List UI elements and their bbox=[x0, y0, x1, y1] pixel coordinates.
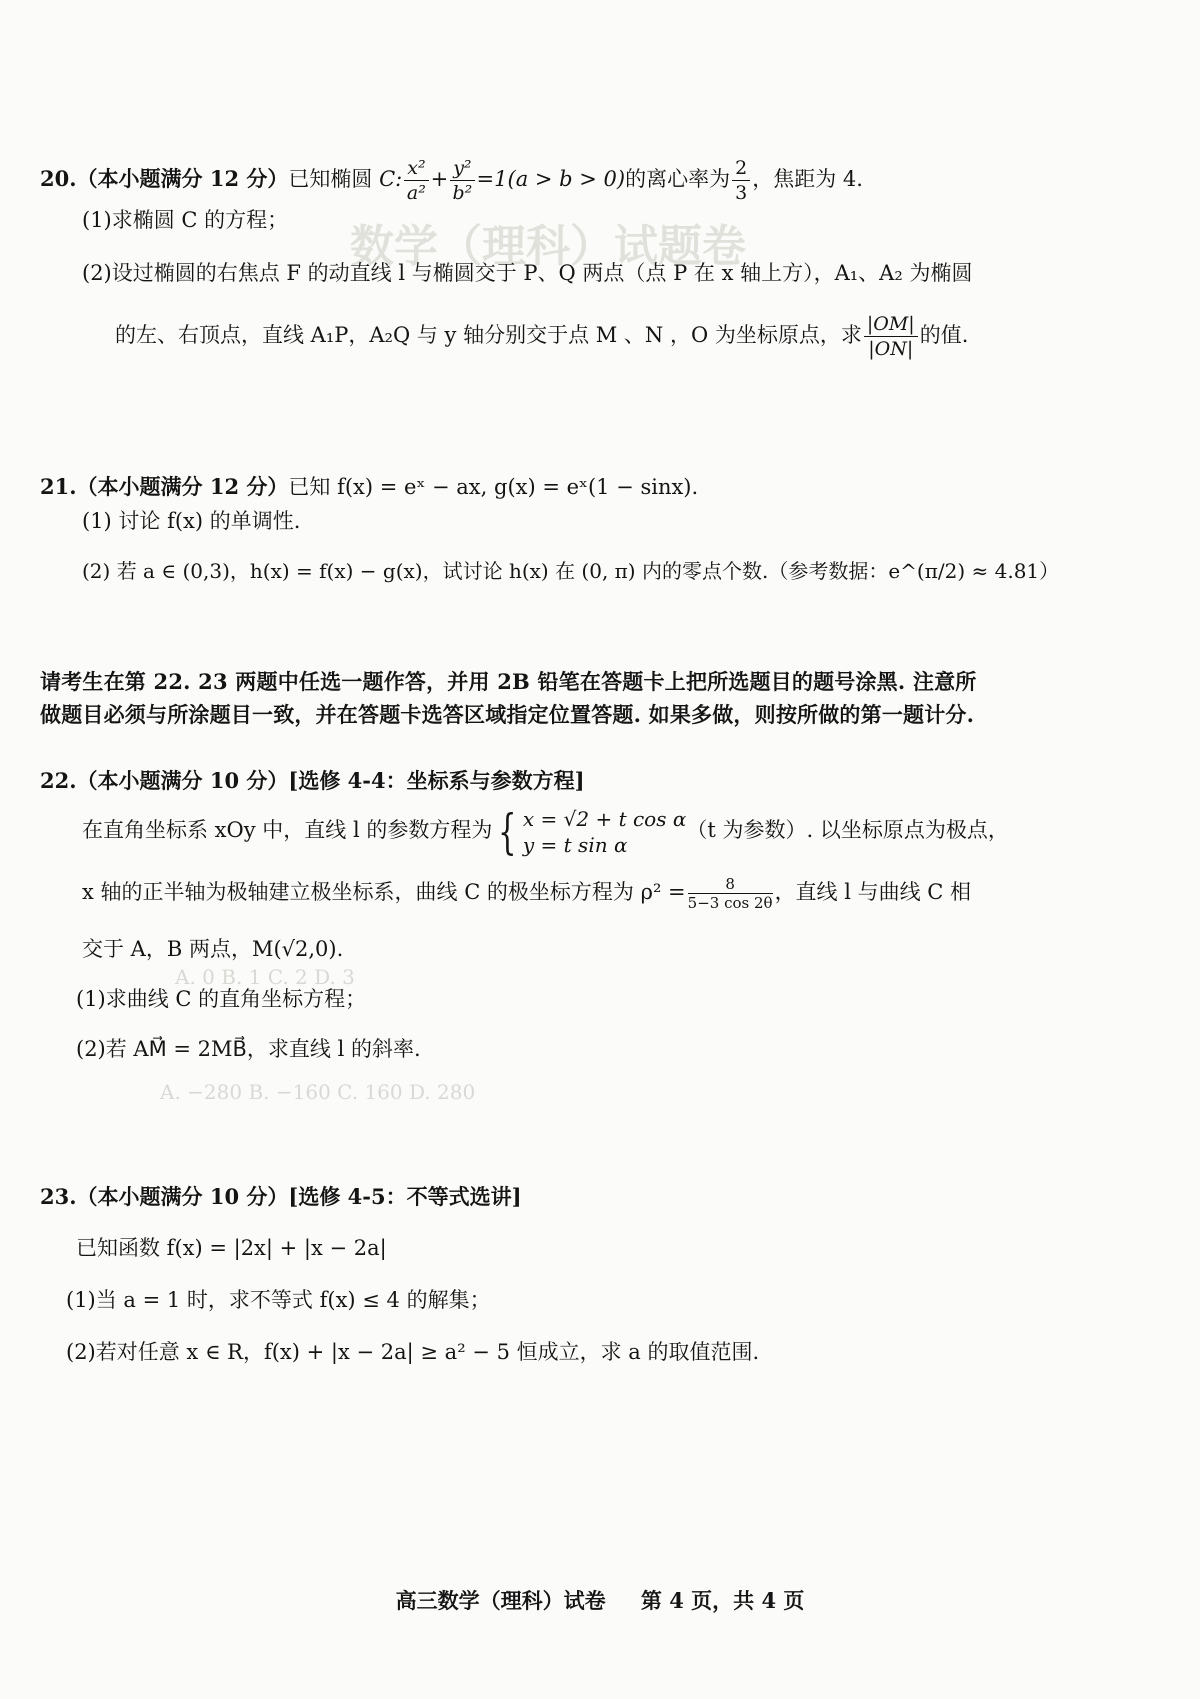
bleed-choices: A. −280 B. −160 C. 160 D. 280 bbox=[160, 1080, 476, 1104]
q21-part2: (2) 若 a ∈ (0,3)，h(x) = f(x) − g(x)，试讨论 h(x) 在 (0, π) 内的零点个数.（参考数据：e^(π/2) ≈ 4.81） bbox=[82, 559, 1060, 583]
choice-instruction: 请考生在第 22. 23 两题中任选一题作答，并用 2B 铅笔在答题卡上把所选题目的题号涂黑. 注意所做题目必须与所涂题目一致，并在答题卡选答区域指定位置答题. 如果多做，则按所做的第一题计分. bbox=[40, 669, 977, 727]
footer-title: 高三数学（理科）试卷 bbox=[395, 1588, 606, 1613]
q20-ellipse-label: C: bbox=[379, 167, 403, 191]
q21-stmt: 已知 f(x) = eˣ − ax, g(x) = eˣ(1 − sinx). bbox=[288, 475, 699, 499]
q20-frac-y: $\frac{\text{y²}}{\text{b²}}$ bbox=[450, 156, 474, 205]
q23-part1: (1)当 a = 1 时，求不等式 f(x) ≤ 4 的解集； bbox=[66, 1288, 491, 1312]
q22-line3: 交于 A，B 两点，M(√2,0). bbox=[82, 937, 344, 961]
q22-part2: (2)若 AM⃗ = 2MB⃗，求直线 l 的斜率. bbox=[76, 1037, 421, 1061]
q23-statement: 已知函数 f(x) = |2x| + |x − 2a| bbox=[76, 1236, 387, 1260]
q23-head: 23.（本小题满分 10 分）[选修 4-5：不等式选讲] bbox=[40, 1184, 522, 1209]
q22-head: 22.（本小题满分 10 分）[选修 4-4：坐标系与参数方程] bbox=[40, 768, 585, 793]
q20-part2-line1: (2)设过椭圆的右焦点 F 的动直线 l 与椭圆交于 P、Q 两点（点 P 在 x 轴上方），A₁、A₂ 为椭圆 bbox=[82, 261, 973, 285]
q23-part2: (2)若对任意 x ∈ R，f(x) + |x − 2a| ≥ a² − 5 恒成立，求 a 的取值范围. bbox=[66, 1340, 760, 1364]
bleed-title: 数学（理科）试题卷 bbox=[350, 221, 746, 272]
bleed-answers: A. 0 B. 1 C. 2 D. 3 bbox=[175, 965, 355, 989]
footer-page: 第 4 页，共 4 页 bbox=[640, 1588, 805, 1613]
q20-part1: (1)求椭圆 C 的方程； bbox=[82, 208, 289, 232]
q22-line2: x 轴的正半轴为极轴建立极坐标系，曲线 C 的极坐标方程为 ρ² = $\frac{8}{5-3 \cos 2\theta}$ ，直线 l 与曲线 C 相 bbox=[82, 875, 972, 912]
q20-ecc-frac: $\frac{2}{3}$ bbox=[732, 156, 750, 205]
q22-part1: (1)求曲线 C 的直角坐标方程； bbox=[76, 987, 367, 1011]
q22-rho-frac: $\frac{8}{5-3 \cos 2\theta}$ bbox=[687, 875, 773, 912]
q21-part1: (1) 讨论 f(x) 的单调性. bbox=[82, 509, 301, 533]
q20-ratio-frac: $\frac{|OM|}{|ON|}$ bbox=[864, 312, 918, 361]
q20-frac-x: $\frac{\text{x²}}{\text{a²}}$ bbox=[404, 156, 428, 205]
q22-brace: { bbox=[498, 803, 517, 860]
q20-ecc-text: 的离心率为 bbox=[625, 167, 731, 191]
q20-head: 20.（本小题满分 12 分） bbox=[40, 166, 289, 191]
q21-statement bbox=[40, 472, 698, 502]
q20-statement: 20.（本小题满分 12 分）已知椭圆 C: $\frac{\text{x²}}{\text{a²}}$ + $\frac{\text{y²}}{\text{b²}}$ =1(a > b > 0)的离心率为 $\frac{2}{3}$ ，焦距为 4. bbox=[40, 157, 863, 204]
q22-param-system: x = √2 + t cos α y = t sin α bbox=[522, 806, 687, 857]
page-footer bbox=[0, 1585, 1200, 1615]
q20-condition: =1(a > b > 0) bbox=[476, 167, 626, 191]
q21-head: 21.（本小题满分 12 分） bbox=[40, 474, 289, 499]
q20-focal: ，焦距为 4. bbox=[752, 167, 863, 191]
q20-part2-line2: 的左、右顶点，直线 A₁P，A₂Q 与 y 轴分别交于点 M 、N ，O 为坐标原点，求 $\frac{|OM|}{|ON|}$ 的值. bbox=[115, 313, 969, 360]
q20-intro: 已知椭圆 bbox=[288, 167, 373, 191]
q22-line1: 在直角坐标系 xOy 中，直线 l 的参数方程为 { x = √2 + t cos α y = t sin α （t 为参数）. 以坐标原点为极点， bbox=[82, 803, 1009, 860]
